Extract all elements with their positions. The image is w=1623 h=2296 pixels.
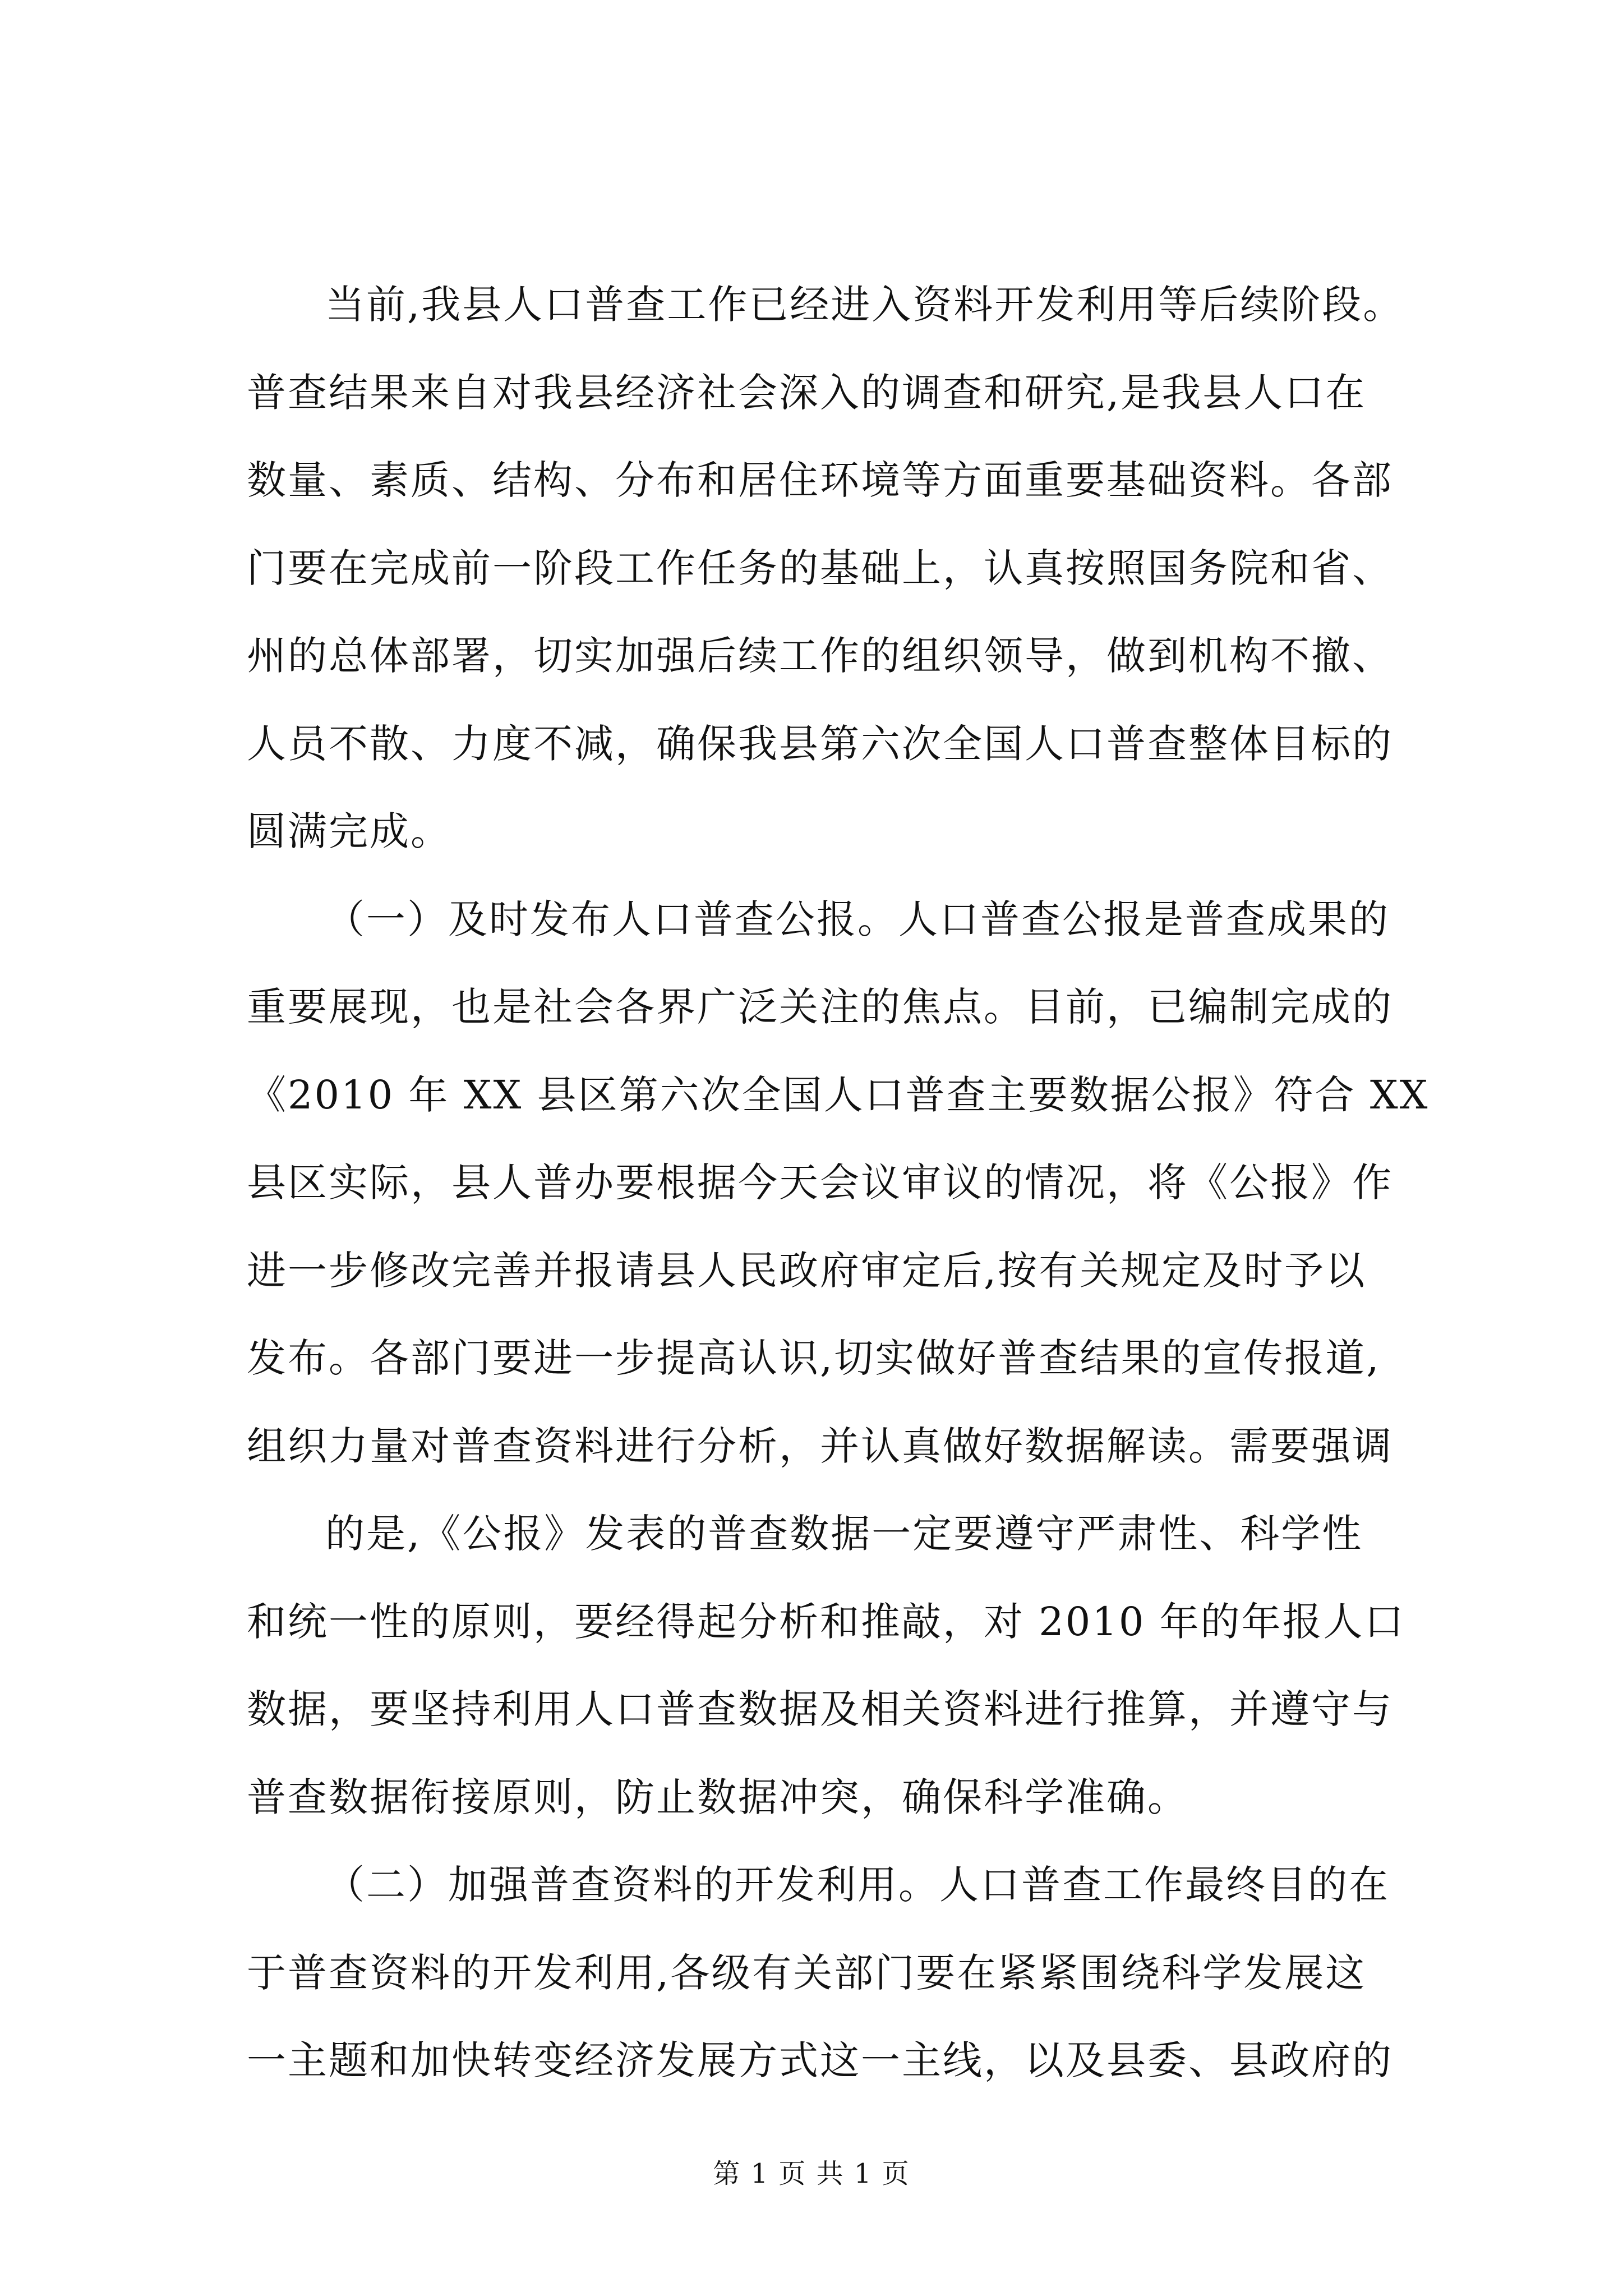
text-line: 圆满完成。 <box>247 808 451 854</box>
text-line: 进一步修改完善并报请县人民政府审定后,按有关规定及时予以 <box>247 1247 1367 1294</box>
text-line: 普查数据衔接原则，防止数据冲突，确保科学准确。 <box>247 1774 1188 1820</box>
text-line: 和统一性的原则，要经得起分析和推敲，对 2010 年的年报人口 <box>247 1598 1405 1645</box>
text-line: 发布。各部门要进一步提高认识,切实做好普查结果的宣传报道, <box>247 1335 1381 1381</box>
text-line: 县区实际，县人普办要根据今天会议审议的情况，将《公报》作 <box>247 1159 1393 1205</box>
text-line: 数量、素质、结构、分布和居住环境等方面重要基础资料。各部 <box>247 457 1393 503</box>
document-body <box>247 261 1436 2105</box>
page-footer: 第 1 页 共 1 页 <box>713 2158 910 2189</box>
section-heading-line: （二）加强普查资料的开发利用。人口普查工作最终目的在 <box>325 1862 1390 1908</box>
text-line: 组织力量对普查资料进行分析，并认真做好数据解读。需要强调 <box>247 1423 1393 1469</box>
text-line: 普查结果来自对我县经济社会深入的调查和研究,是我县人口在 <box>247 369 1367 416</box>
text-line: 州的总体部署，切实加强后续工作的组织领导，做到机构不撤、 <box>247 633 1393 679</box>
text-line: 的是,《公报》发表的普查数据一定要遵守严肃性、科学性 <box>325 1511 1363 1557</box>
text-line: 于普查资料的开发利用,各级有关部门要在紧紧围绕科学发展这 <box>247 1949 1367 1996</box>
section-heading-line: （一）及时发布人口普查公报。人口普查公报是普查成果的 <box>325 896 1390 942</box>
text-line: 重要展现，也是社会各界广泛关注的焦点。目前，已编制完成的 <box>247 984 1393 1030</box>
text-line: 当前,我县人口普查工作已经进入资料开发利用等后续阶段。 <box>325 282 1404 328</box>
text-line: 数据，要坚持利用人口普查数据及相关资料进行推算，并遵守与 <box>247 1686 1393 1732</box>
text-line: 《2010 年 XX 县区第六次全国人口普查主要数据公报》符合 XX <box>247 1071 1430 1118</box>
text-line: 门要在完成前一阶段工作任务的基础上，认真按照国务院和省、 <box>247 545 1393 591</box>
text-line: 一主题和加快转变经济发展方式这一主线，以及县委、县政府的 <box>247 2037 1393 2083</box>
text-line: 人员不散、力度不减，确保我县第六次全国人口普查整体目标的 <box>247 720 1393 767</box>
